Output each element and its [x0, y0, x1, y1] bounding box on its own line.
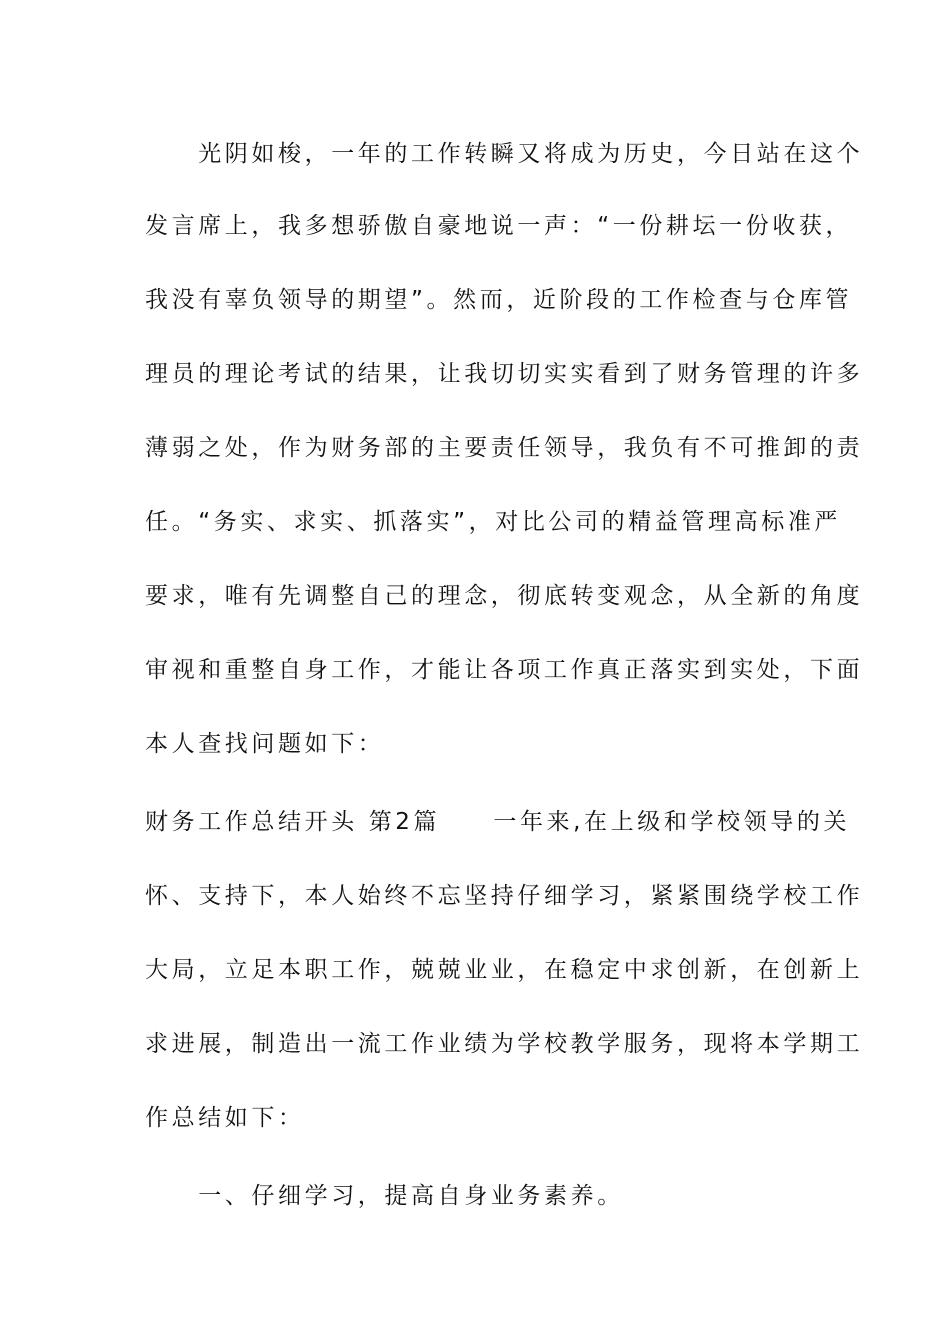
- subheading-line: 一、仔细学习，提高自身业务素养。: [145, 1183, 624, 1209]
- paragraph-line-4: 理员的理论考试的结果，让我切切实实看到了财务管理的许多: [145, 361, 864, 387]
- paragraph-line-6: 任。“务实、求实、抓落实”，对比公司的精益管理高标准严: [145, 509, 842, 535]
- paragraph-line-7: 要求，唯有先调整自己的理念，彻底转变观念，从全新的角度: [145, 583, 864, 609]
- paragraph-line-8: 审视和重整自身工作，才能让各项工作真正落实到实处，下面: [145, 657, 864, 683]
- paragraph-line-5: 薄弱之处，作为财务部的主要责任领导，我负有不可推卸的责: [145, 435, 864, 461]
- section-heading-line: 财务工作总结开头 第2篇 一年来,在上级和学校领导的关: [145, 809, 851, 835]
- paragraph-line-12: 大局，立足本职工作，兢兢业业，在稳定中求创新，在创新上: [145, 957, 864, 983]
- paragraph-line-11: 怀、支持下，本人始终不忘坚持仔细学习，紧紧围绕学校工作: [145, 883, 864, 909]
- paragraph-line-1: 光阴如梭，一年的工作转瞬又将成为历史，今日站在这个: [145, 141, 864, 167]
- paragraph-line-3: 我没有辜负领导的期望”。然而，近阶段的工作检查与仓库管: [145, 287, 853, 313]
- paragraph-line-13: 求进展，制造出一流工作业绩为学校教学服务，现将本学期工: [145, 1031, 864, 1057]
- paragraph-line-2: 发言席上，我多想骄傲自豪地说一声：“一份耕坛一份收获，: [145, 213, 853, 239]
- paragraph-line-9: 本人查找问题如下：: [145, 731, 385, 757]
- paragraph-line-14: 作总结如下：: [145, 1105, 305, 1131]
